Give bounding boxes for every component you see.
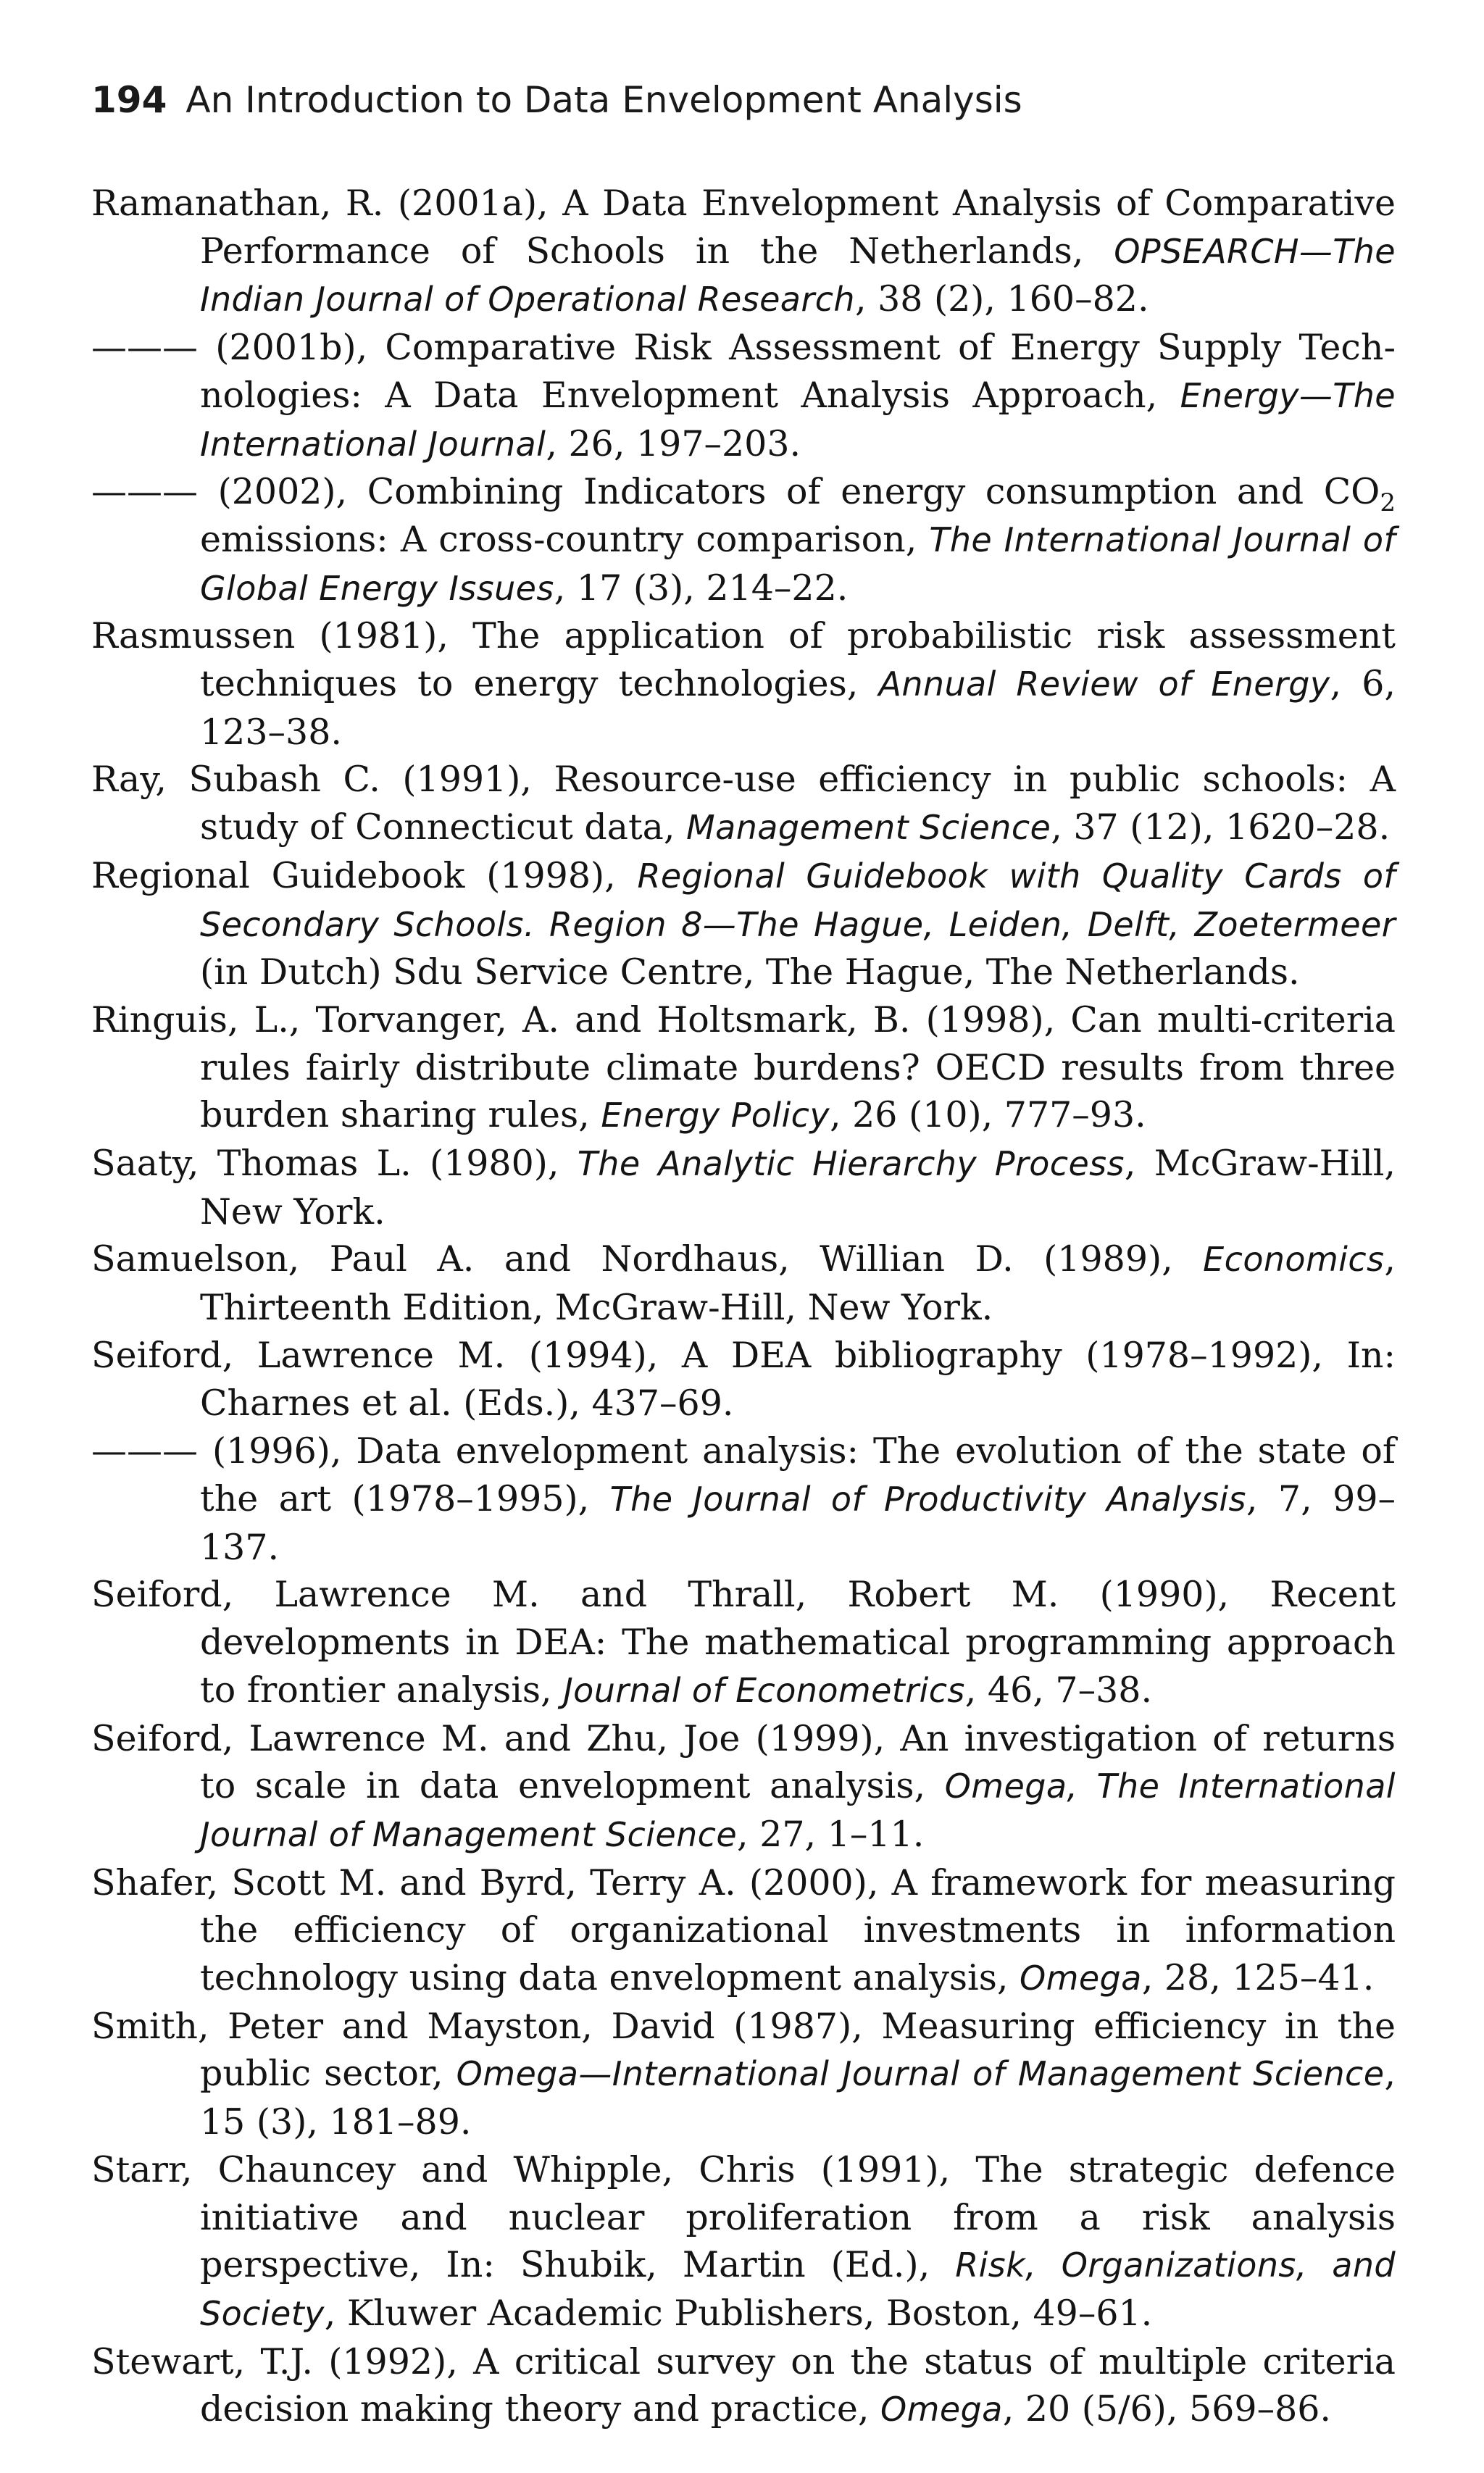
- reference-text: Ray, Subash C. (1991), Resource-use efficiency in public schools: A study of Connecticut data,: [91, 759, 1396, 848]
- reference-entry: [91, 1859, 1396, 2003]
- reference-entry: [91, 1235, 1396, 1331]
- reference-entry: [91, 1332, 1396, 1427]
- reference-source: Energy Policy: [601, 1096, 830, 1135]
- reference-entry: [91, 612, 1396, 756]
- reference-text: Samuelson, Paul A. and Nordhaus, Willian D. (1989),: [91, 1238, 1204, 1280]
- reference-text: Saaty, Thomas L. (1980),: [91, 1143, 578, 1185]
- reference-entry: [91, 2003, 1396, 2146]
- reference-details: , 37 (12), 1620–28.: [1051, 806, 1391, 848]
- reference-details: , 20 (5/6), 569–86.: [1002, 2388, 1332, 2430]
- reference-source: Omega: [880, 2390, 1003, 2430]
- reference-entry: [91, 2338, 1396, 2434]
- reference-source: Omega, The International Journal of Management Science: [200, 1767, 1396, 1854]
- reference-text: ——— (2002), Combining Indicators of energy consumption and CO: [91, 471, 1380, 513]
- reference-text: Seiford, Lawrence M. (1994), A DEA bibliography (1978–1992), In: Charnes et al. (Eds.), 437–69.: [91, 1334, 1396, 1424]
- reference-details: , 26, 197–203.: [546, 422, 801, 464]
- reference-text: Seiford, Lawrence M. and Thrall, Robert M. (1990), Recent developments in DEA: The mathematical programming approach to frontier analysis,: [91, 1574, 1396, 1711]
- reference-entry: [91, 1427, 1396, 1571]
- reference-source: OPSEARCH—The Indian Journal of Operational Research: [200, 231, 1396, 320]
- reference-text: Shafer, Scott M. and Byrd, Terry A. (2000), A framework for measuring the efficiency of organizational investments in information technology using data envelopment analysis,: [91, 1861, 1396, 1999]
- reference-details: , 7, 99– 137.: [200, 1477, 1396, 1568]
- reference-source: Annual Review of Energy: [878, 664, 1330, 704]
- subscript-two: 2: [1380, 488, 1396, 518]
- reference-source: Regional Guidebook with Quality Cards of Secondary Schools. Region 8—The Hague, Leiden, Delft, Zoetermeer: [200, 856, 1396, 944]
- reference-text: Seiford, Lawrence M. and Zhu, Joe (1999), An investigation of returns to scale in data envelopment analysis,: [91, 1717, 1396, 1807]
- reference-source: Energy—The International Journal: [200, 375, 1396, 464]
- reference-text: Ramanathan, R. (2001a), A Data Envelopment Analysis of Comparative Performance of Schools in the Netherlands,: [91, 183, 1396, 272]
- running-head: [91, 78, 1022, 122]
- reference-details: , McGraw-Hill, New York.: [200, 1143, 1396, 1233]
- reference-text: Stewart, T.J. (1992), A critical survey on the status of multiple criteria decision making theory and practice,: [91, 2340, 1396, 2430]
- reference-source: Economics: [1203, 1240, 1385, 1280]
- reference-source: Journal of Econometrics: [563, 1670, 965, 1710]
- reference-source: Management Science: [686, 808, 1051, 848]
- reference-details: , 26 (10), 777–93.: [829, 1094, 1146, 1136]
- reference-details: , Kluwer Academic Publishers, Boston, 49–61.: [324, 2292, 1153, 2334]
- reference-source: Omega: [1020, 1959, 1142, 1998]
- reference-source: Omega—International Journal of Management Science: [456, 2054, 1385, 2094]
- reference-details: (in Dutch) Sdu Service Centre, The Hague, The Netherlands.: [200, 951, 1300, 993]
- reference-details: , 46, 7–38.: [964, 1669, 1153, 1711]
- reference-entry: [91, 1715, 1396, 1859]
- reference-source: The International Journal of Global Energy Issues: [200, 520, 1396, 608]
- reference-text: Starr, Chauncey and Whipple, Chris (1991), The strategic defence initiative and nuclear proliferation from a risk analysis perspective, In: Shubik, Martin (Ed.),: [91, 2148, 1396, 2286]
- reference-source: Risk, Organizations, and Society: [200, 2245, 1396, 2333]
- reference-entry: [91, 756, 1396, 851]
- reference-entry: [91, 1140, 1396, 1235]
- reference-source: The Analytic Hierarchy Process: [577, 1144, 1125, 1184]
- reference-source: The Journal of Productivity Analysis: [609, 1479, 1246, 1519]
- reference-entry: [91, 180, 1396, 324]
- reference-text: ——— (1996), Data envelopment analysis: The evolution of the state of the art (1978–1995),: [91, 1430, 1396, 1519]
- book-title: An Introduction to Data Envelopment Analysis: [186, 79, 1022, 121]
- reference-text: Rasmussen (1981), The application of probabilistic risk assessment techniques to energy technologies,: [91, 615, 1396, 705]
- reference-text: emissions: A cross-country comparison,: [200, 518, 930, 560]
- reference-details: , 15 (3), 181–89.: [200, 2053, 1396, 2143]
- reference-text: Smith, Peter and Mayston, David (1987), Measuring efficiency in the public sector,: [91, 2005, 1396, 2095]
- reference-text: Regional Guidebook (1998),: [91, 854, 638, 896]
- reference-text: Ringuis, L., Torvanger, A. and Holtsmark, B. (1998), Can multi-criteria rules fairly distribute climate burdens? OECD results from three burden sharing rules,: [91, 998, 1396, 1136]
- page-number: 194: [91, 79, 167, 121]
- reference-details: , 6, 123–38.: [200, 663, 1396, 753]
- reference-entry: [91, 996, 1396, 1140]
- reference-details: , 17 (3), 214–22.: [554, 567, 849, 609]
- reference-text: ——— (2001b), Comparative Risk Assessment of Energy Supply Technologies: A Data Envelopment Analysis Approach,: [91, 327, 1396, 416]
- reference-details: , 38 (2), 160–82.: [854, 278, 1149, 320]
- reference-list: [91, 180, 1396, 2434]
- reference-entry: [91, 2146, 1396, 2338]
- reference-details: , 28, 125–41.: [1141, 1957, 1375, 1999]
- reference-entry: [91, 468, 1396, 612]
- reference-entry: [91, 324, 1396, 468]
- reference-entry: [91, 1571, 1396, 1714]
- reference-details: , 27, 1–11.: [737, 1813, 925, 1855]
- reference-details: , Thirteenth Edition, McGraw-Hill, New York.: [200, 1238, 1396, 1329]
- reference-entry: [91, 852, 1396, 996]
